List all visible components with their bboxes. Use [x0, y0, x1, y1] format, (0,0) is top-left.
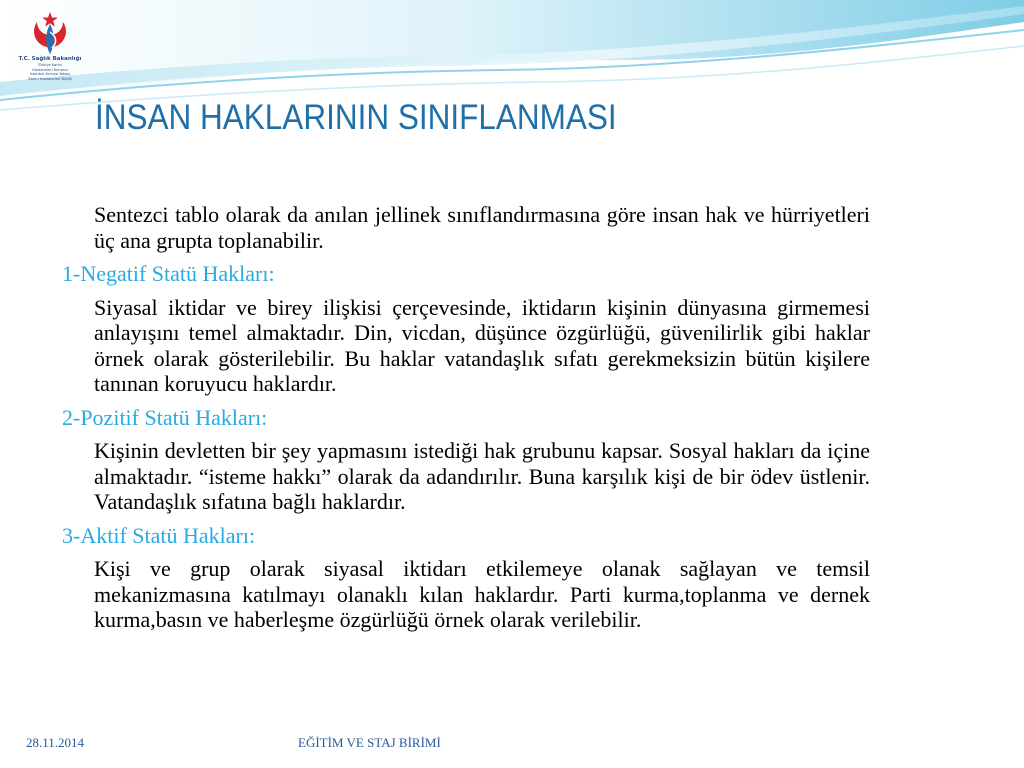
logo-name: T.C. Sağlık Bakanlığı [18, 56, 82, 62]
section-heading-negative-status: 1-Negatif Statü Hakları: [62, 261, 275, 286]
footer-date: 28.11.2014 [26, 735, 85, 750]
logo-subtitle-line: Kamu Hastaneleri Birliği [28, 76, 72, 81]
section-body-active-status: Kişi ve grup olarak siyasal iktidarı etkilemeye olanak sağlayan ve temsil mekanizmasına katılmayı olanaklı kılan haklardır. Parti kurma,toplanma ve dernek kurma,basın ve haberleşme özgürlüğü örnek olarak verilebilir. [94, 556, 870, 632]
slide-content [62, 202, 870, 641]
footer-unit: EĞİTİM VE STAJ BİRİMİ [298, 735, 441, 750]
section-heading-active-status: 3-Aktif Statü Hakları: [62, 522, 256, 548]
slide-title: İNSAN HAKLARININ SINIFLANMASI [95, 98, 617, 137]
section-body-positive-status: Kişinin devletten bir şey yapmasını istediği hak grubunu kapsar. Sosyal hakları da içine almaktadır. “isteme hakkı” olarak da adandırılır. Buna karşılık kişi de bir ödev üstlenir. Vatandaşlık sıfatına bağlı haklardır. [94, 438, 870, 514]
intro-paragraph: Sentezci tablo olarak da anılan jellinek sınıflandırmasına göre insan hak ve hürriyetleri üç ana grupta toplanabilir. [94, 202, 870, 253]
logo-subtitle-line: İstanbul Avrupa Yakası [29, 72, 71, 77]
logo-subtitle-line: Türkiye Kamu [37, 63, 63, 67]
section-body-negative-status: Siyasal iktidar ve birey ilişkisi çerçevesinde, iktidarın kişinin dünyasına girmemesi anlayışını temel almaktadır. Din, vicdan, düşünce özgürlüğü, güvenilirlik gibi haklar örnek olarak gösterilebilir. Bu haklar vatandaşlık sıfatı gerekmeksizin bütün kişilere tanınan koruyucu haklardır. [94, 294, 870, 396]
logo-subtitle-line: Hastaneleri Kurumu [32, 67, 68, 72]
section-heading-positive-status: 2-Pozitif Statü Hakları: [62, 404, 268, 430]
